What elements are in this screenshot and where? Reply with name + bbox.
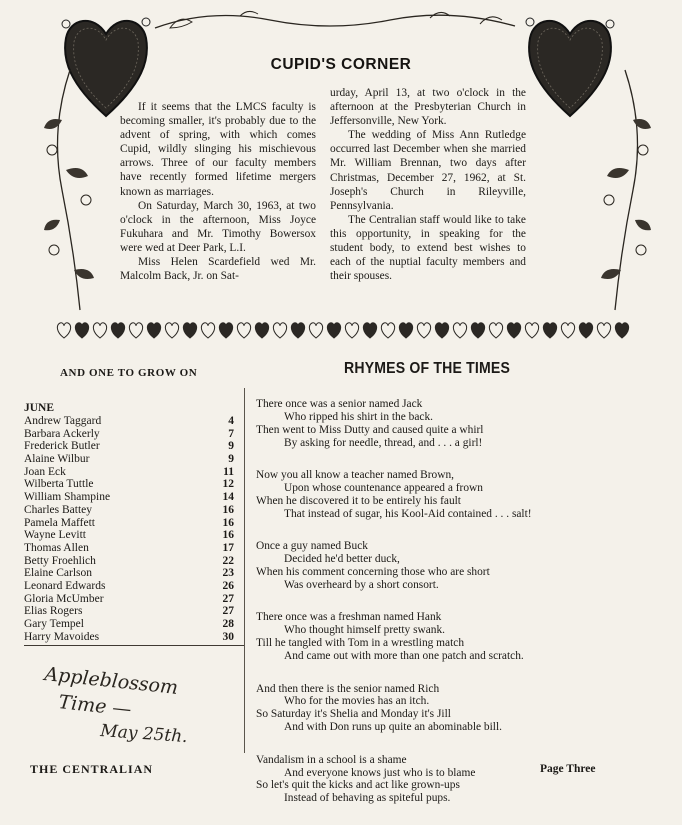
heart-glyph (93, 323, 106, 338)
birthday-name: Barbara Ackerly (24, 427, 100, 440)
birthday-day: 16 (222, 516, 234, 529)
page-number: Page Three (540, 763, 596, 775)
birthday-heading: AND ONE TO GROW ON (60, 367, 198, 379)
birthday-row (24, 517, 234, 530)
page-title: CUPID'S CORNER (270, 56, 412, 73)
rhymes-body (256, 398, 656, 825)
birthday-name: Andrew Taggard (24, 415, 102, 427)
article-column-left (120, 100, 316, 283)
birthday-row (24, 593, 234, 606)
birthday-name: Alaine Wilbur (24, 453, 90, 466)
birthday-name: Harry Mavoides (24, 630, 100, 643)
article-paragraph: The Centralian staff would like to take this opportunity, in speaking for the student body, to extend best wishes to each of the nuptial faculty members and their spouses. (330, 213, 526, 283)
birthday-row (24, 466, 234, 479)
rhyme-line: Was overheard by a short consort. (284, 578, 439, 591)
rhyme-stanza (256, 540, 656, 592)
rhyme-line: So let's quit the kicks and act like grown-ups (256, 779, 460, 792)
heart-glyph (435, 323, 448, 338)
birthday-name: Pamela Maffett (24, 516, 95, 529)
rhyme-line: When he discovered it to be entirely his fault (256, 494, 461, 507)
article-paragraph: The wedding of Miss Ann Rutledge occurred last December when she married Mr. William Brennan, two days after Christmas, December 27, 1962, at St. Joseph's Church in Rileyville, Pennsylvania. (330, 129, 526, 212)
heart-glyph (75, 323, 88, 338)
birthday-row (24, 491, 234, 504)
birthday-day: 27 (222, 605, 234, 618)
scroll-ornament (150, 6, 520, 36)
birthday-row (24, 618, 234, 631)
birthday-day: 22 (222, 554, 234, 567)
heart-glyph (345, 323, 358, 338)
birthday-day: 4 (228, 415, 234, 427)
birthday-row (24, 529, 234, 542)
birthday-row (24, 631, 234, 644)
birthday-name: Frederick Butler (24, 440, 100, 453)
article-paragraph: urday, April 13, at two o'clock in the afternoon at the Presbyterian Church in Jeffersonville, New York. (330, 87, 526, 128)
rhyme-line: And came out with more than one patch and scratch. (284, 650, 524, 663)
heart-glyph (453, 323, 466, 338)
handwritten-line: Appleblossom (43, 663, 180, 699)
rhyme-line: Decided he'd better duck, (284, 553, 400, 566)
heart-glyph (219, 323, 232, 338)
birthday-row (24, 504, 234, 517)
rhyme-line: There once was a freshman named Hank (256, 611, 442, 624)
birthday-name: Wilberta Tuttle (24, 478, 94, 491)
birthday-row (24, 415, 234, 428)
heart-glyph (237, 323, 250, 338)
birthday-row (24, 478, 234, 491)
heart-glyph (525, 323, 538, 338)
heart-glyph (417, 323, 430, 338)
heart-glyph (399, 323, 412, 338)
birthday-row (24, 555, 234, 568)
birthday-name: Elaine Carlson (24, 567, 93, 580)
birthday-list (24, 415, 234, 643)
birthday-row (24, 428, 234, 441)
article-paragraph: On Saturday, March 30, 1963, at two o'clock in the afternoon, Miss Joyce Fukuhara and Mr. Timothy Bowersox were wed at Deer Park, L.I. (120, 199, 316, 254)
birthday-day: 30 (222, 630, 234, 643)
birthday-day: 9 (228, 440, 234, 453)
heart-glyph (273, 323, 286, 338)
heart-glyph (165, 323, 178, 338)
rhyme-line: So Saturday it's Shelia and Monday it's Jill (256, 708, 451, 721)
heart-glyph (615, 323, 628, 338)
rhyme-line: And with Don runs up quite an abominable bill. (284, 721, 502, 734)
birthday-row (24, 542, 234, 555)
heart-glyph (507, 323, 520, 338)
rhyme-stanza (256, 754, 656, 806)
rhyme-line: Who ripped his shirt in the back. (284, 410, 433, 423)
heart-glyph (579, 323, 592, 338)
rhyme-stanza (256, 611, 656, 663)
rhyme-line: And everyone knows just who is to blame (284, 766, 476, 779)
birthday-name: Gary Tempel (24, 618, 84, 630)
birthday-day: 17 (222, 541, 234, 554)
heart-glyph (381, 323, 394, 338)
birthday-day: 27 (222, 592, 234, 605)
rhyme-line: Who thought himself pretty swank. (284, 624, 446, 637)
heart-glyph (183, 323, 196, 338)
birthday-month: JUNE (24, 402, 55, 414)
publication-name: THE CENTRALIAN (30, 762, 154, 776)
heart-glyph (363, 323, 376, 338)
heart-glyph (147, 323, 160, 338)
heart-glyph (471, 323, 484, 338)
article-paragraph: Miss Helen Scardefield wed Mr. Malcolm Back, Jr. on Sat- (120, 256, 316, 283)
rhymes-heading: RHYMES OF THE TIMES (344, 360, 511, 377)
rhyme-line: That instead of sugar, his Kool-Aid contained . . . salt! (284, 507, 532, 520)
heart-glyph (561, 323, 574, 338)
rhyme-line: Now you all know a teacher named Brown, (256, 469, 455, 482)
heart-glyph (201, 323, 214, 338)
rhyme-line: When his comment concerning those who are short (256, 566, 490, 579)
heart-glyph (291, 323, 304, 338)
floral-vine-right (555, 60, 655, 320)
birthday-day: 16 (222, 529, 234, 542)
birthday-day: 16 (222, 503, 234, 516)
heart-glyph (543, 323, 556, 338)
birthday-name: William Shampine (24, 491, 111, 504)
birthday-row (24, 440, 234, 453)
rhyme-line: Upon whose countenance appeared a frown (284, 482, 483, 495)
birthday-name: Betty Froehlich (24, 554, 96, 567)
birthday-row (24, 580, 234, 593)
heart-border-divider (52, 318, 632, 344)
rhyme-stanza (256, 398, 656, 450)
rhyme-line: Then went to Miss Dutty and caused quite a whirl (256, 423, 484, 436)
birthday-day: 9 (228, 453, 234, 466)
rhyme-line: There once was a senior named Jack (256, 398, 423, 410)
article-column-right (330, 86, 526, 283)
rhyme-line: By asking for needle, thread, and . . . a girl! (284, 436, 483, 449)
handwritten-line: May 25th. (99, 721, 189, 748)
heart-glyph (129, 323, 142, 338)
heart-glyph (111, 323, 124, 338)
birthday-day: 14 (222, 491, 234, 504)
handwritten-note (40, 650, 240, 750)
birthday-day: 26 (222, 579, 234, 592)
heart-glyph (327, 323, 340, 338)
heart-glyph (57, 323, 70, 338)
birthday-day: 11 (223, 465, 234, 478)
rhyme-stanza (256, 683, 656, 735)
heart-glyph (489, 323, 502, 338)
rhyme-line: Instead of behaving as spiteful pups. (284, 792, 451, 805)
rhyme-stanza (256, 469, 656, 521)
birthday-name: Thomas Allen (24, 541, 89, 554)
rhyme-line: Once a guy named Buck (256, 540, 368, 553)
birthday-day: 23 (222, 567, 234, 580)
heart-glyph (255, 323, 268, 338)
article-paragraph: If it seems that the LMCS faculty is becoming smaller, it's probably due to the advent of spring, with which comes Cupid, wildly slinging his mischievous arrows. Three of our faculty members have recently formed lifetime mergers known as marriages. (120, 101, 316, 198)
handwritten-line: Time — (57, 691, 133, 721)
rhyme-line: Till he tangled with Tom in a wrestling match (256, 637, 465, 650)
list-divider (24, 645, 244, 646)
heart-glyph (597, 323, 610, 338)
birthday-day: 12 (222, 478, 234, 491)
birthday-row (24, 453, 234, 466)
birthday-name: Joan Eck (24, 465, 66, 478)
rhyme-line: Who for the movies has an itch. (284, 695, 430, 708)
birthday-name: Wayne Levitt (24, 529, 86, 542)
birthday-day: 28 (222, 618, 234, 630)
birthday-name: Elias Rogers (24, 605, 83, 618)
birthday-name: Charles Battey (24, 503, 93, 516)
birthday-row (24, 605, 234, 618)
heart-glyph (309, 323, 322, 338)
birthday-name: Leonard Edwards (24, 579, 106, 592)
birthday-name: Gloria McUmber (24, 592, 104, 605)
rhyme-line: And then there is the senior named Rich (256, 682, 440, 695)
rhyme-line: Vandalism in a school is a shame (256, 753, 407, 766)
birthday-day: 7 (228, 427, 234, 440)
birthday-row (24, 567, 234, 580)
column-divider (244, 388, 245, 753)
